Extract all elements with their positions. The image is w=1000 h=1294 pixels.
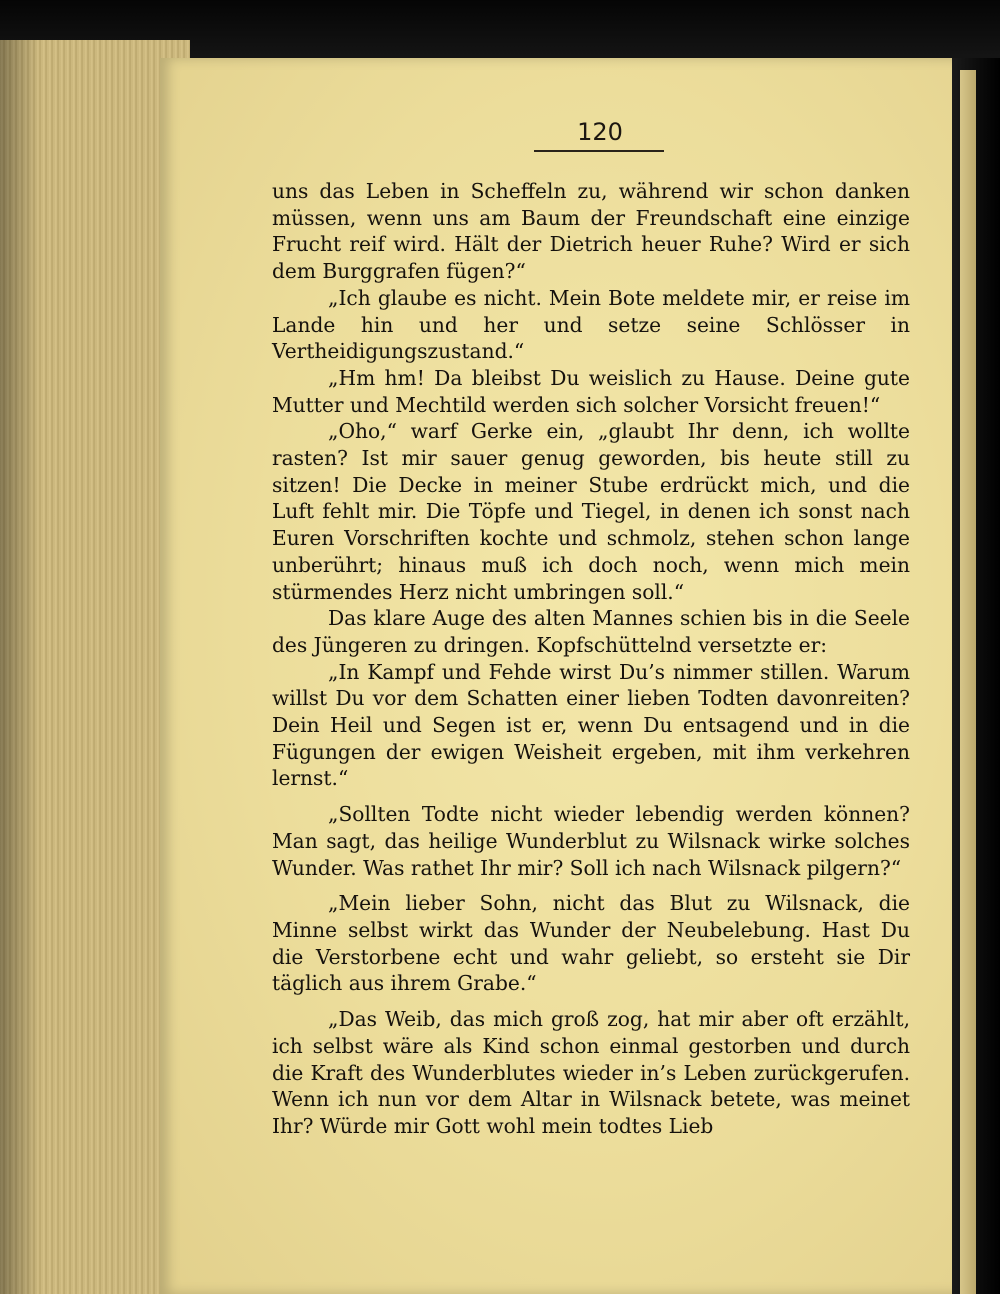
paragraph: „Sollten Todte nicht wieder lebendig werden können? Man sagt, das heilige Wunderblut zu Wilsnack wirke solches Wunder. Was rathet Ihr mir? Soll ich nach Wilsnack pilgern?“ [272,802,910,880]
paragraph: uns das Leben in Scheffeln zu, während wir schon danken müssen, wenn uns am Baum der Freundschaft eine einzige Frucht reif wird. Hält der Dietrich heuer Ruhe? Wird er sich dem Burggrafen fügen?“ [272,179,910,284]
paragraph: „In Kampf und Fehde wirst Du’s nimmer stillen. Warum willst Du vor dem Schatten einer lieben Todten davonreiten? Dein Heil und Segen ist er, wenn Du entsagend und in die Fügungen der ewigen Weisheit ergeben, mit ihm verkehren lernst.“ [272,659,910,791]
facing-page-edge [960,70,976,1294]
paragraph: „Hm hm! Da bleibst Du weislich zu Hause. Deine gute Mutter und Mechtild werden sich solcher Vorsicht freuen!“ [272,365,910,417]
paragraph: „Oho,“ warf Gerke ein, „glaubt Ihr denn, ich wollte rasten? Ist mir sauer genug geworden, bis heute still zu sitzen! Die Decke in meiner Stube erdrückt mich, und die Luft fehlt mir. Die Töpfe und Tiegel, in denen ich sonst nach Euren Vorschriften kochte und schmolz, stehen schon lange unberührt; hinaus muß ich doch noch, wenn mich mein stürmendes Herz nicht umbringen soll.“ [272,419,910,604]
body-text [272,178,910,1140]
paragraph: Das klare Auge des alten Mannes schien bis in die Seele des Jüngeren zu dringen. Kopfschüttelnd versetzte er: [272,606,910,657]
page-number: 120 [577,118,623,146]
paragraph: „Ich glaube es nicht. Mein Bote meldete mir, er reise im Lande hin und her und setze seine Schlösser in Vertheidigungszustand.“ [272,285,910,364]
paragraph: „Mein lieber Sohn, nicht das Blut zu Wilsnack, die Minne selbst wirkt das Wunder der Neubelebung. Hast Du die Verstorbene echt und wahr geliebt, so ersteht sie Dir täglich aus ihrem Grabe.“ [272,891,910,996]
page-number-rule [534,150,664,152]
paragraph: „Das Weib, das mich groß zog, hat mir aber oft erzählt, ich selbst wäre als Kind schon einmal gestorben und durch die Kraft des Wunderblutes wieder in’s Leben zurückgerufen. Wenn ich nun vor dem Altar in Wilsnack betete, was meinet Ihr? Würde mir Gott wohl mein todtes Lieb [272,1007,910,1138]
